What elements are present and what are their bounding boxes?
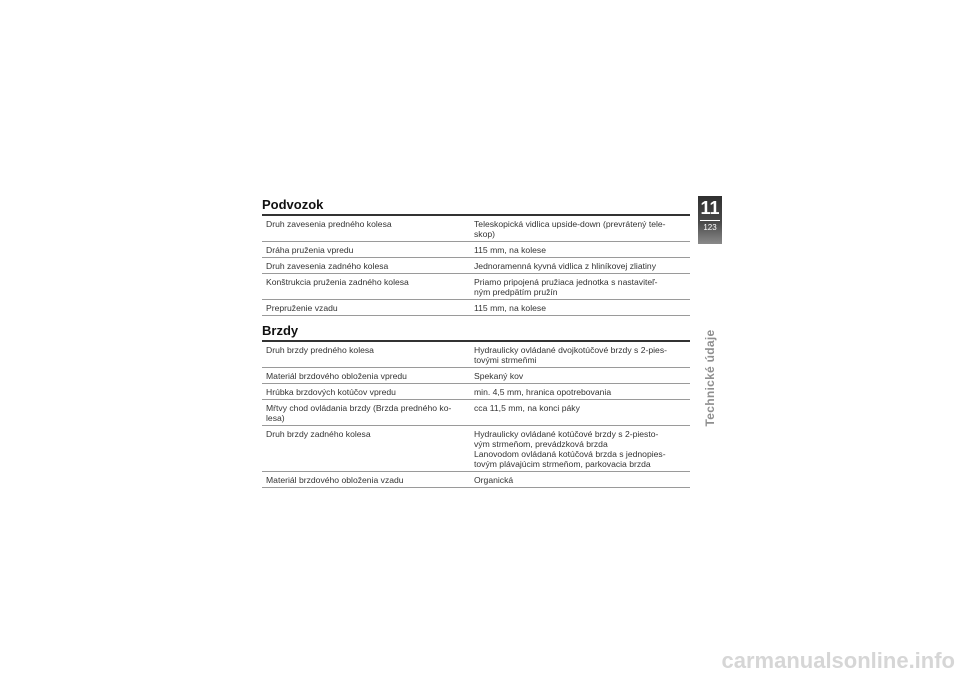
spec-value-line: Lanovodom ovládaná kotúčová brzda s jednopies- — [474, 449, 666, 459]
section-chassis — [262, 196, 690, 316]
spec-value — [470, 426, 690, 472]
spec-label — [262, 274, 470, 300]
spec-label — [262, 242, 470, 258]
spec-value — [470, 274, 690, 300]
spec-label-line: Druh brzdy zadného kolesa — [266, 429, 371, 439]
spec-label — [262, 300, 470, 316]
chassis-spec-table — [262, 214, 690, 316]
spec-label — [262, 472, 470, 488]
spec-value — [470, 384, 690, 400]
spec-label-line: Druh zavesenia zadného kolesa — [266, 261, 389, 271]
spec-row — [262, 472, 690, 488]
spec-row — [262, 242, 690, 258]
chapter-tab-divider — [700, 220, 720, 221]
spec-label-line: Konštrukcia pruženia zadného kolesa — [266, 277, 409, 287]
spec-label — [262, 400, 470, 426]
spec-label-line: Hrúbka brzdových kotúčov vpredu — [266, 387, 396, 397]
spec-label — [262, 258, 470, 274]
chapter-number: 11 — [700, 198, 720, 218]
spec-value-line: cca 11,5 mm, na konci páky — [474, 403, 580, 413]
spec-label-line: Druh zavesenia predného kolesa — [266, 219, 392, 229]
section-title-chassis: Podvozok — [262, 197, 324, 212]
spec-value-line: Spekaný kov — [474, 371, 524, 381]
spec-value — [470, 472, 690, 488]
spec-value — [470, 341, 690, 368]
spec-label-line: Mŕtvy chod ovládania brzdy (Brzda predného ko- — [266, 403, 452, 413]
spec-value — [470, 215, 690, 242]
spec-label — [262, 384, 470, 400]
spec-label-line: lesa) — [266, 413, 285, 423]
spec-value-line: tovými strmeňmi — [474, 355, 537, 365]
spec-label — [262, 341, 470, 368]
spec-row — [262, 300, 690, 316]
spec-value-line: 115 mm, na kolese — [474, 245, 546, 255]
spec-content — [262, 196, 690, 488]
spec-value — [470, 300, 690, 316]
spec-row — [262, 258, 690, 274]
spec-label — [262, 426, 470, 472]
spec-row — [262, 215, 690, 242]
watermark: carmanualsonline.info — [721, 648, 955, 673]
spec-row — [262, 368, 690, 384]
spec-row — [262, 274, 690, 300]
spec-label-line: Materiál brzdového obloženia vpredu — [266, 371, 407, 381]
spec-label-line: Materiál brzdového obloženia vzadu — [266, 475, 404, 485]
spec-value-line: min. 4,5 mm, hranica opotrebovania — [474, 387, 612, 397]
chapter-tab — [698, 196, 722, 244]
spec-value-line: Jednoramenná kyvná vidlica z hliníkovej zliatiny — [474, 261, 656, 271]
page-number: 123 — [703, 223, 717, 232]
spec-value — [470, 400, 690, 426]
spec-value-line: tovým plávajúcim strmeňom, parkovacia brzda — [474, 459, 651, 469]
chapter-side-label-text: Technické údaje — [703, 329, 717, 427]
spec-value-line: 115 mm, na kolese — [474, 303, 546, 313]
spec-value-line: Priamo pripojená pružiaca jednotka s nastaviteľ- — [474, 277, 658, 287]
spec-value-line: Hydraulicky ovládané dvojkotúčové brzdy s 2-pies- — [474, 345, 667, 355]
spec-value — [470, 258, 690, 274]
spec-value-line: Hydraulicky ovládané kotúčové brzdy s 2-piesto- — [474, 429, 659, 439]
spec-row — [262, 400, 690, 426]
brakes-spec-table — [262, 340, 690, 488]
spec-label-line: Dráha pruženia vpredu — [266, 245, 354, 255]
spec-value — [470, 368, 690, 384]
spec-label — [262, 215, 470, 242]
spec-label-line: Prepruženie vzadu — [266, 303, 338, 313]
spec-value-line: vým strmeňom, prevádzková brzda — [474, 439, 608, 449]
spec-label-line: Druh brzdy predného kolesa — [266, 345, 374, 355]
spec-value — [470, 242, 690, 258]
chapter-side-label — [700, 329, 720, 427]
spec-label — [262, 368, 470, 384]
spec-value-line: Teleskopická vidlica upside-down (prevrátený tele- — [474, 219, 666, 229]
spec-value-line: ným predpätím pružín — [474, 287, 558, 297]
section-title-brakes: Brzdy — [262, 323, 299, 338]
spec-row — [262, 384, 690, 400]
spec-row — [262, 426, 690, 472]
section-brakes — [262, 322, 690, 488]
spec-row — [262, 341, 690, 368]
spec-value-line: skop) — [474, 229, 496, 239]
spec-value-line: Organická — [474, 475, 514, 485]
